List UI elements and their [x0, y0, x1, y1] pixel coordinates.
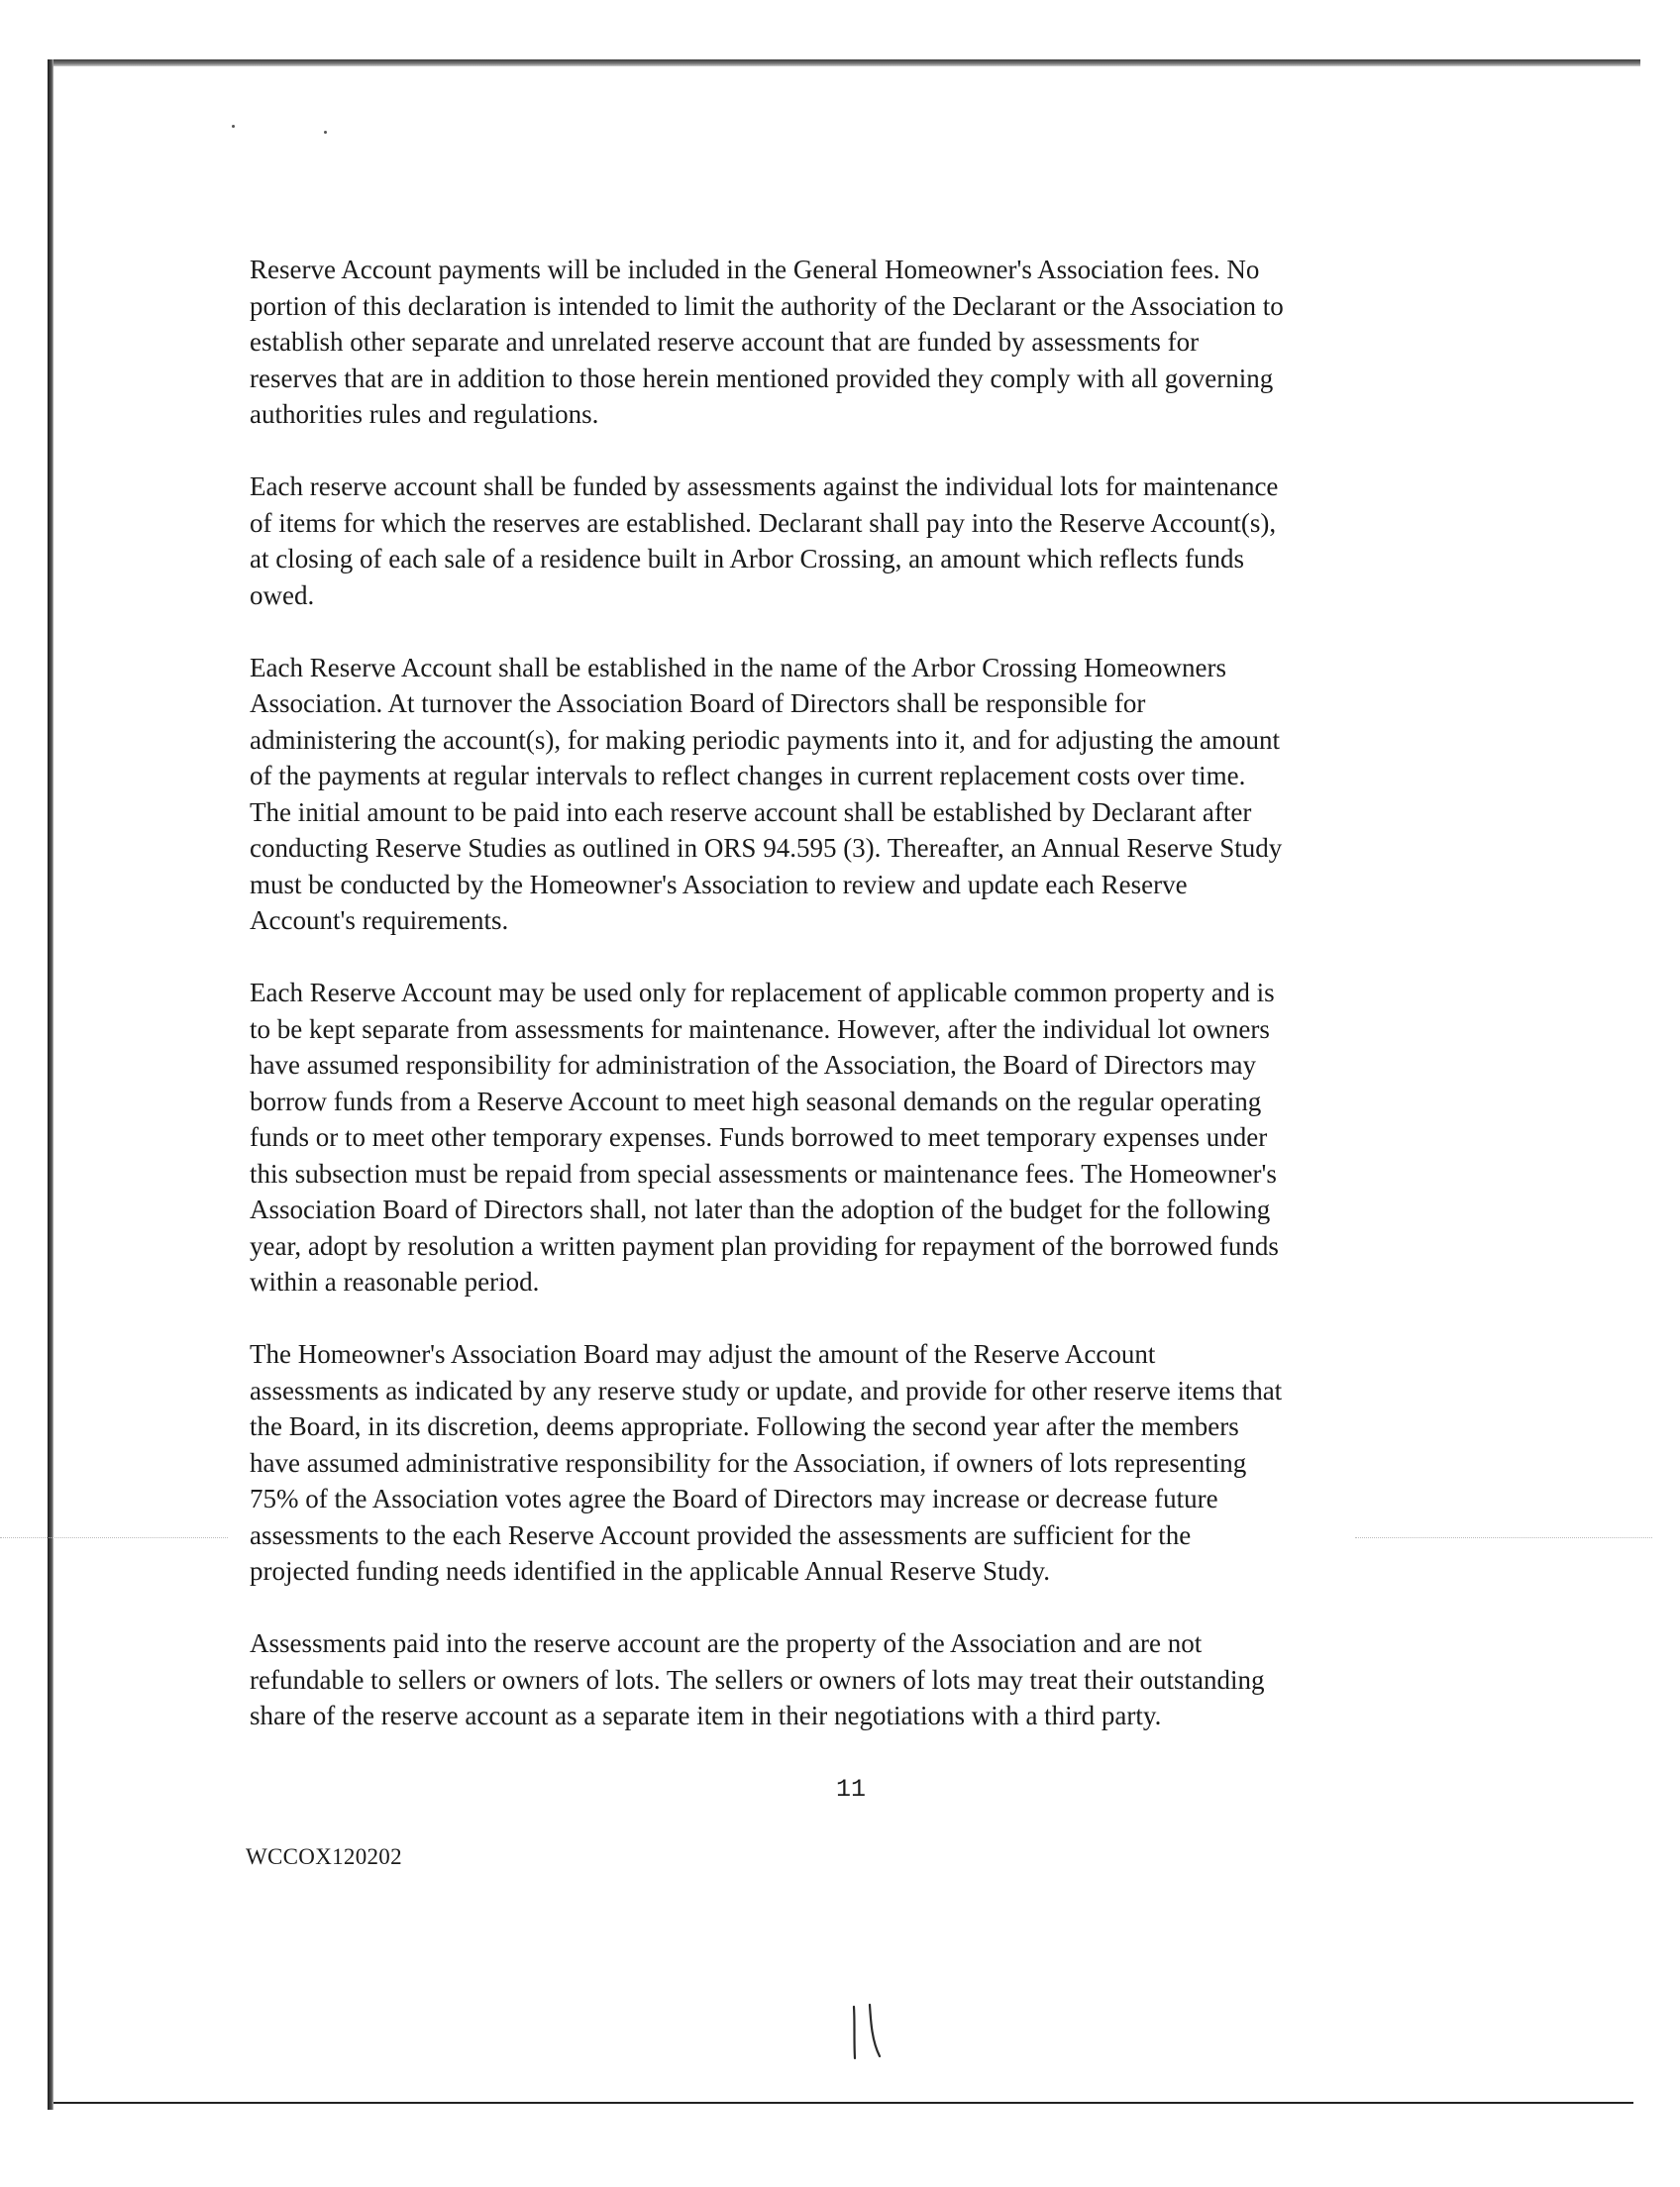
- scan-dotted-line-left: [0, 1537, 228, 1538]
- document-body: [250, 252, 1488, 1770]
- paragraph-reserve-payments: Reserve Account payments will be included in the General Homeowner's Association fees. No portion of this declaration is intended to limit the authority of the Declarant or the Association to establish other separate and unrelated reserve account that are funded by assessments for reserves that are in addition to those herein mentioned provided they comply with all governing authorities rules and regulations.: [250, 255, 1284, 429]
- scan-border-bottom: [53, 2102, 1633, 2104]
- paragraph-reserve-property: Assessments paid into the reserve account are the property of the Association and are not refundable to sellers or owners of lots. The sellers or owners of lots may treat their outstanding share of the reserve account as a separate item in their negotiations with a third party.: [250, 1628, 1265, 1730]
- document-code: WCCOX120202: [246, 1844, 402, 1869]
- paragraph-reserve-establishment: Each Reserve Account shall be established in the name of the Arbor Crossing Homeowners Association. At turnover the Association Board of Directors shall be responsible for administering the account(s), for making periodic payments into it, and for adjusting the amount of the payments at regular intervals to reflect changes in current replacement costs over time. The initial amount to be paid into each reserve account shall be established by Declarant after conducting Reserve Studies as outlined in ORS 94.595 (3). Thereafter, an Annual Reserve Study must be conducted by the Homeowner's Association to review and update each Reserve Account's requirements.: [250, 652, 1283, 935]
- scan-speck: [232, 125, 235, 128]
- handwritten-page-mark: [844, 2001, 892, 2062]
- paragraph-reserve-adjustment: The Homeowner's Association Board may adjust the amount of the Reserve Account assessments as indicated by any reserve study or update, and provide for other reserve items that the Board, in its discretion, deems appropriate. Following the second year after the members have assumed administrative responsibility for the Association, if owners of lots representing 75% of the Association votes agree the Board of Directors may increase or decrease future assessments to the each Reserve Account provided the assessments are sufficient for the projected funding needs identified in the applicable Annual Reserve Study.: [250, 1339, 1283, 1586]
- scan-speck: [324, 131, 327, 134]
- paragraph-reserve-funding: Each reserve account shall be funded by assessments against the individual lots for maintenance of items for which the reserves are established. Declarant shall pay into the Reserve Account(s), at closing of each sale of a residence built in Arbor Crossing, an amount which reflects funds owed.: [250, 471, 1279, 610]
- paragraph-reserve-usage: Each Reserve Account may be used only for replacement of applicable common property and is to be kept separate from assessments for maintenance. However, after the individual lot owners have assumed responsibility for administration of the Association, the Board of Directors may borrow funds from a Reserve Account to meet high seasonal demands on the regular operating funds or to meet other temporary expenses. Funds borrowed to meet temporary expenses under this subsection must be repaid from special assessments or maintenance fees. The Homeowner's Association Board of Directors shall, not later than the adoption of the budget for the following year, adopt by resolution a written payment plan providing for repayment of the borrowed funds within a reasonable period.: [250, 978, 1279, 1297]
- scan-border-left: [48, 59, 53, 2110]
- page-number: 11: [836, 1775, 867, 1804]
- scan-border-top: [48, 59, 1640, 66]
